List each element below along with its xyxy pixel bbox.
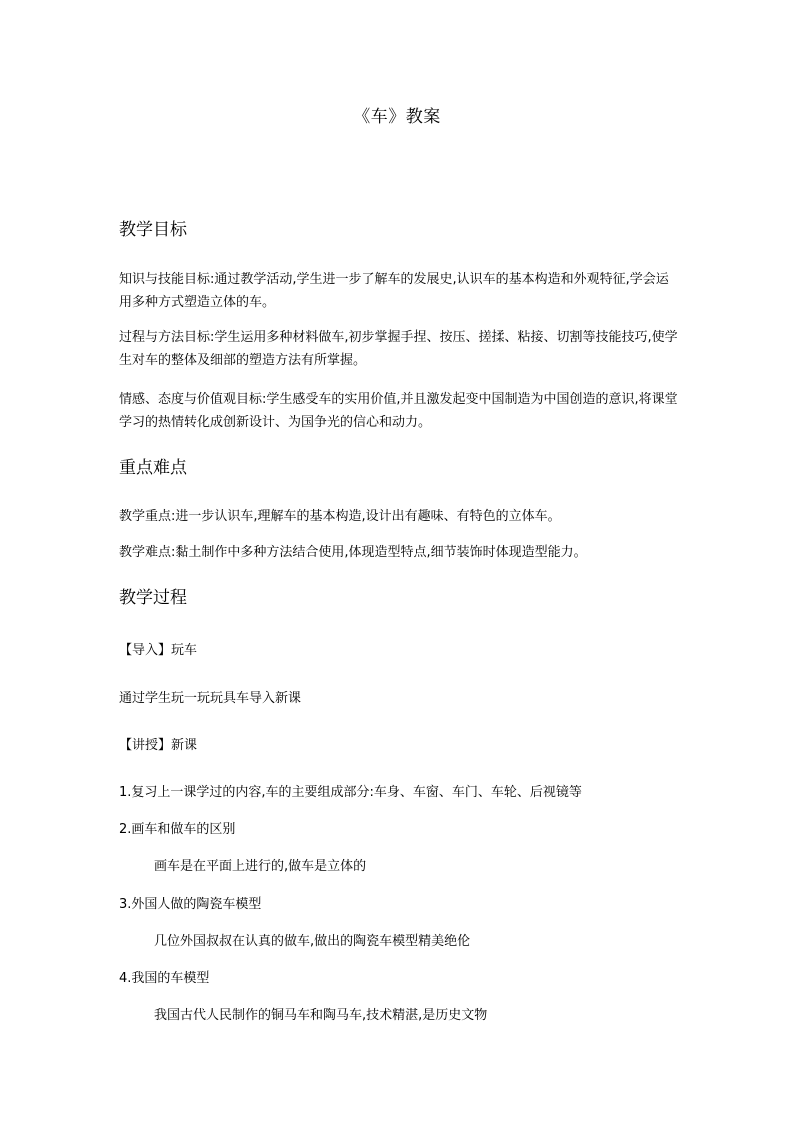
paragraph-knowledge-goal: 知识与技能目标:通过教学活动,学生进一步了解车的发展史,认识车的基本构造和外观特征,学会运用多种方式塑造立体的车。 — [119, 272, 669, 310]
list-item-chinese-models: 4.我国的车模型 — [119, 971, 210, 986]
label-introduction: 【导入】玩车 — [119, 643, 198, 658]
label-lecture: 【讲授】新课 — [119, 738, 198, 753]
paragraph-difficult-point: 教学难点:黏土制作中多种方法结合使用,体现造型特点,细节装饰时体现造型能力。 — [119, 545, 587, 560]
list-subitem-foreign-models: 几位外国叔叔在认真的做车,做出的陶瓷车模型精美绝伦 — [154, 934, 471, 949]
heading-teaching-process: 教学过程 — [119, 588, 187, 608]
text-introduction: 通过学生玩一玩玩具车导入新课 — [119, 691, 302, 706]
list-subitem-chinese-models: 我国古代人民制作的铜马车和陶马车,技术精湛,是历史文物 — [154, 1008, 488, 1023]
list-item-drawing-vs-making: 2.画车和做车的区别 — [119, 822, 236, 837]
paragraph-key-point: 教学重点:进一步认识车,理解车的基本构造,设计出有趣味、有特色的立体车。 — [119, 509, 561, 524]
list-item-review: 1.复习上一课学过的内容,车的主要组成部分:车身、车窗、车门、车轮、后视镜等 — [119, 785, 582, 800]
heading-key-points: 重点难点 — [119, 458, 187, 478]
list-item-foreign-models: 3.外国人做的陶瓷车模型 — [119, 897, 262, 912]
document-title: 《车》教案 — [353, 107, 441, 127]
heading-teaching-goals: 教学目标 — [119, 220, 187, 240]
paragraph-process-goal: 过程与方法目标:学生运用多种材料做车,初步掌握手捏、按压、搓揉、粘接、切割等技能技巧,使学生对车的整体及细部的塑造方法有所掌握。 — [119, 330, 678, 368]
paragraph-emotion-goal: 情感、态度与价值观目标:学生感受车的实用价值,并且激发起变中国制造为中国创造的意识,将课堂学习的热情转化成创新设计、为国争光的信心和动力。 — [119, 392, 678, 430]
list-subitem-drawing-vs-making: 画车是在平面上进行的,做车是立体的 — [154, 859, 367, 874]
